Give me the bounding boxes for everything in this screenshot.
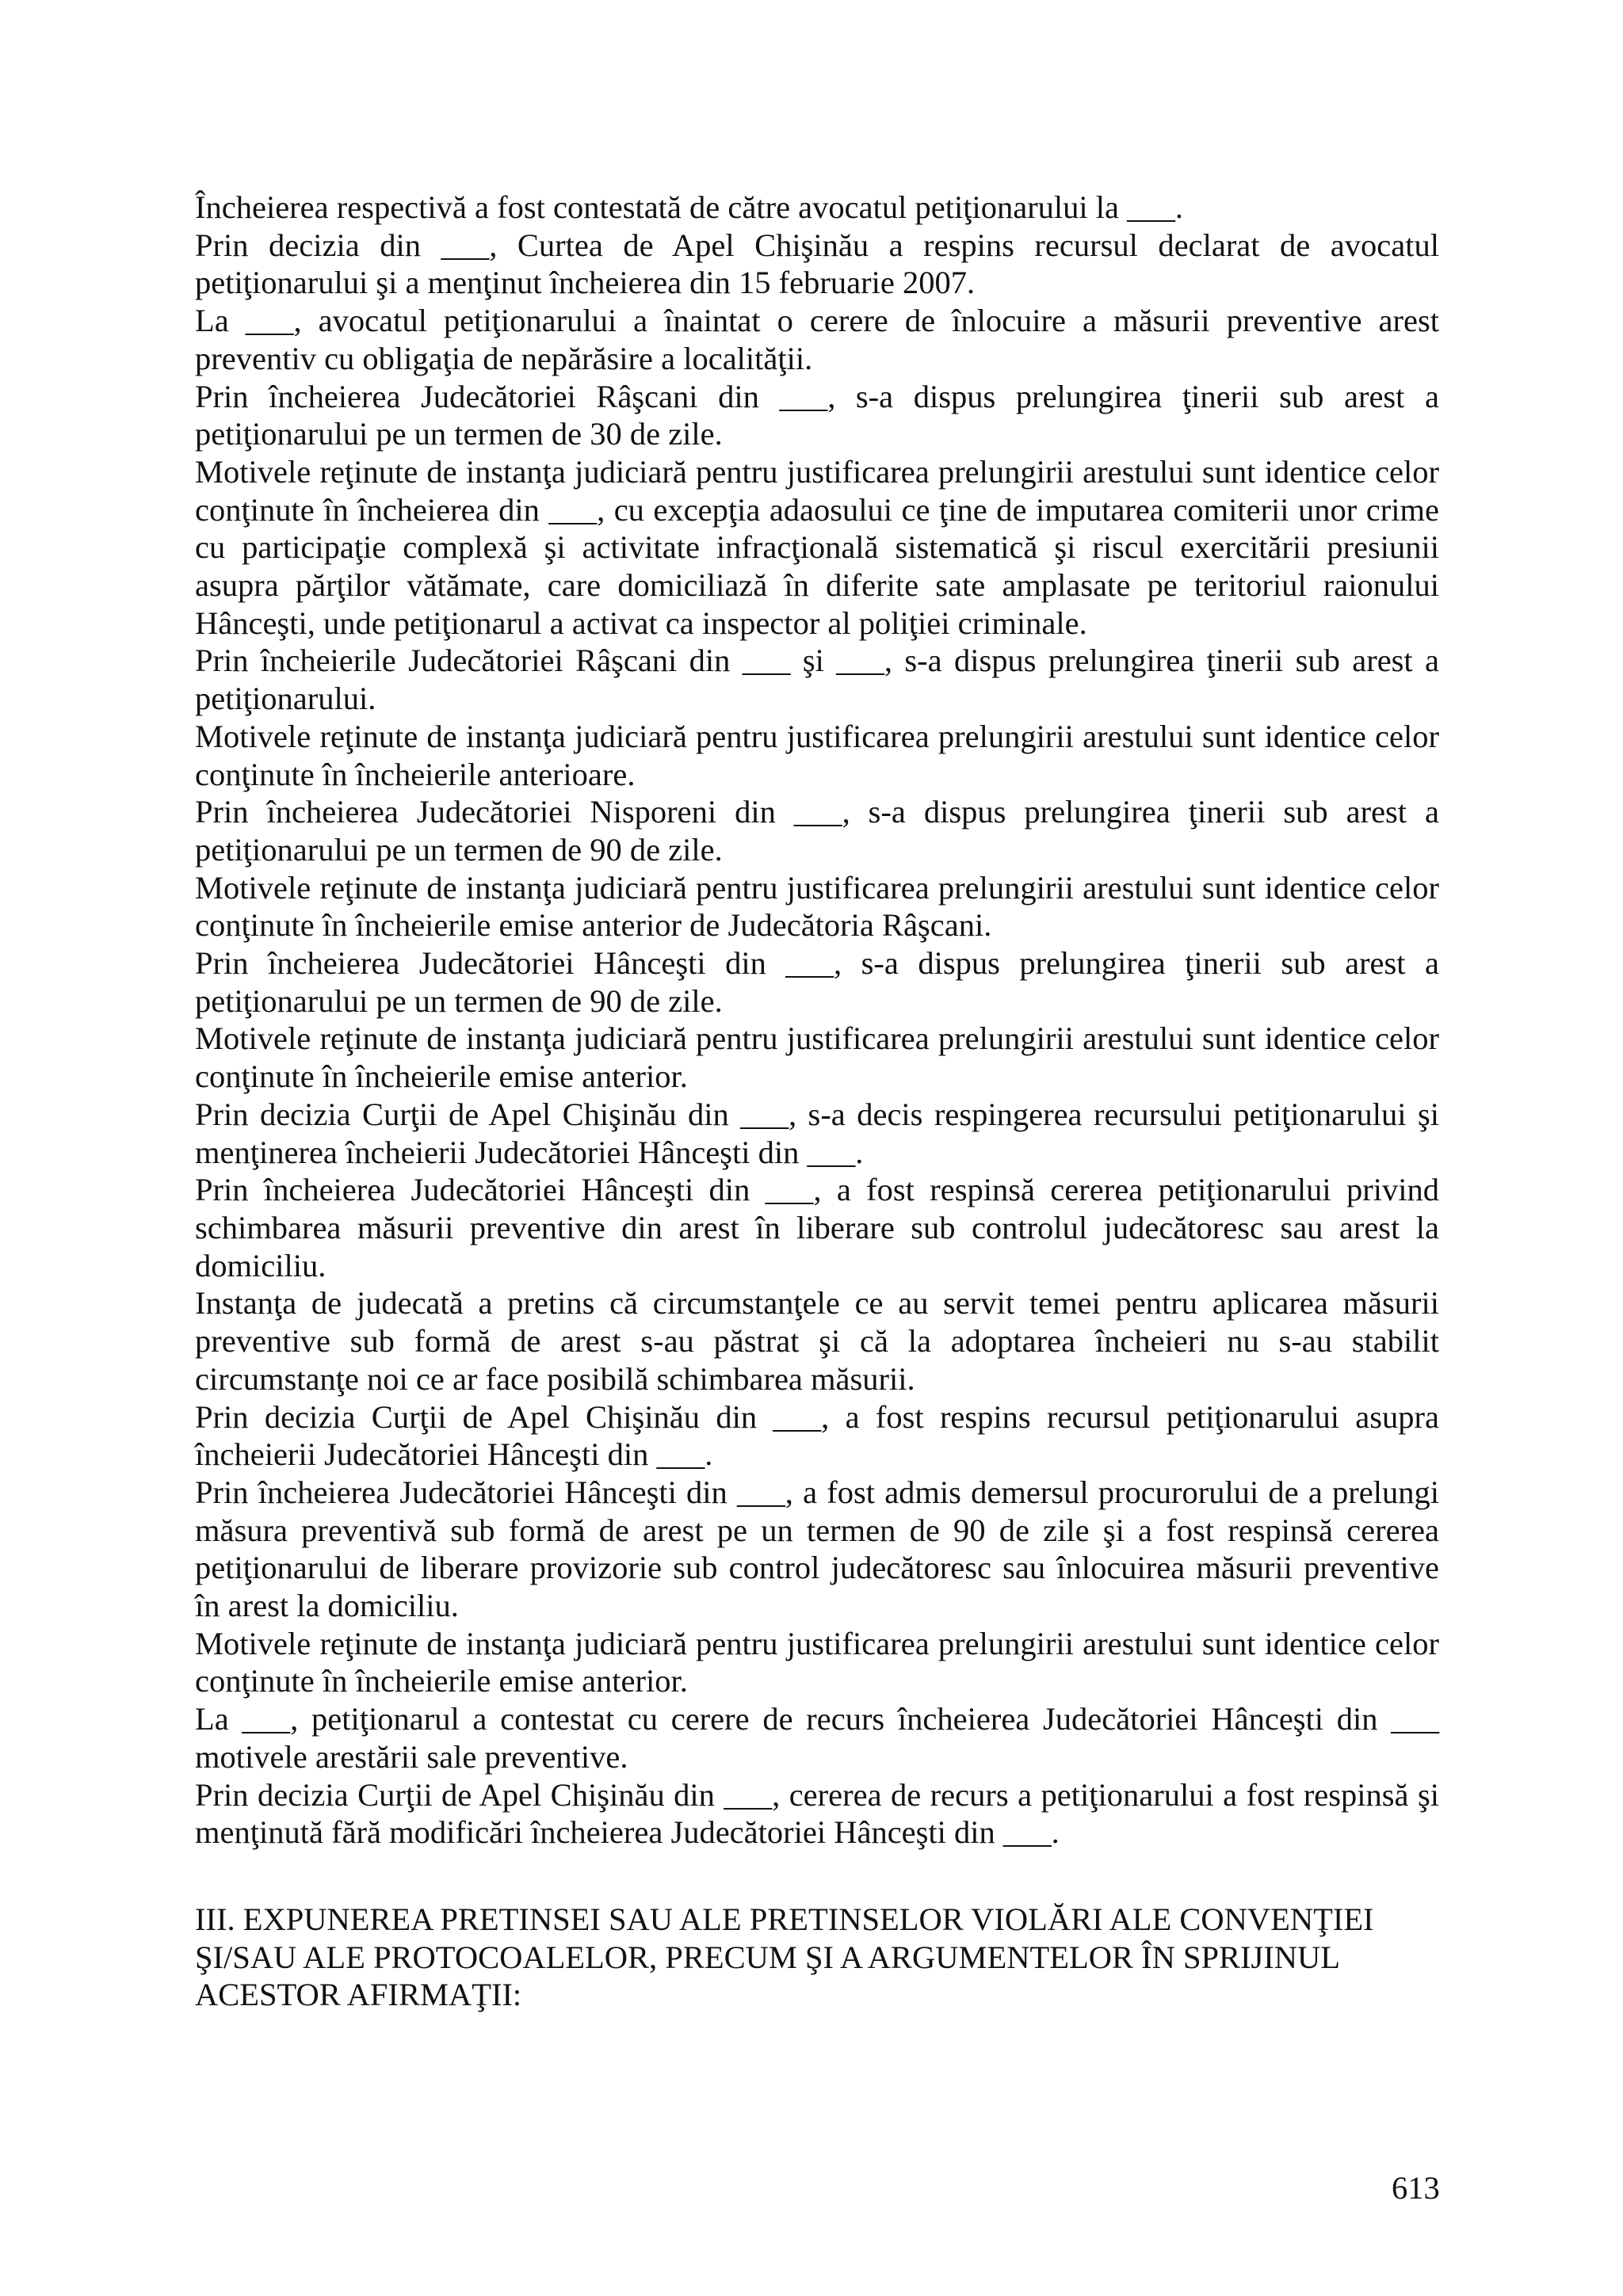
paragraph: Prin încheierea Judecătoriei Hânceşti din ___, a fost admis demersul procurorului de a prelungi măsura preventivă sub formă de arest pe un termen de 90 de zile şi a fost respinsă cererea petiţionarului de liberare provizorie sub control judecătoresc sau înlocuirea măsurii preventive în arest la domiciliu. xyxy=(195,1474,1439,1624)
paragraph: Prin decizia Curţii de Apel Chişinău din ___, s-a decis respingerea recursului petiţionarului şi menţinerea încheierii Judecătoriei Hânceşti din ___. xyxy=(195,1096,1439,1170)
section-heading: III. EXPUNEREA PRETINSEI SAU ALE PRETINSELOR VIOLĂRI ALE CONVENŢIEI ŞI/SAU ALE PROTOCOALELOR, PRECUM ŞI A ARGUMENTELOR ÎN SPRIJINUL ACESTOR AFIRMAŢII: xyxy=(195,1901,1374,2013)
document-page xyxy=(195,189,1439,2014)
paragraph: La ___, avocatul petiţionarului a înaintat o cerere de înlocuire a măsurii preventive arest preventiv cu obligaţia de nepărăsire a localităţii. xyxy=(195,303,1439,376)
paragraph: Prin încheierea Judecătoriei Râşcani din ___, s-a dispus prelungirea ţinerii sub arest a petiţionarului pe un termen de 30 de zile. xyxy=(195,378,1439,452)
paragraph: Prin încheierea Judecătoriei Hânceşti din ___, s-a dispus prelungirea ţinerii sub arest a petiţionarului pe un termen de 90 de zile. xyxy=(195,945,1439,1019)
paragraph: Motivele reţinute de instanţa judiciară pentru justificarea prelungirii arestului sunt identice celor conţinute în încheierile emise anterior de Judecătoria Râşcani. xyxy=(195,869,1439,944)
paragraph: Prin încheierea Judecătoriei Nisporeni din ___, s-a dispus prelungirea ţinerii sub arest a petiţionarului pe un termen de 90 de zile. xyxy=(195,794,1439,868)
paragraph: Prin decizia din ___, Curtea de Apel Chişinău a respins recursul declarat de avocatul petiţionarului şi a menţinut încheierea din 15 februarie 2007. xyxy=(195,227,1439,301)
paragraph: Încheierea respectivă a fost contestată de către avocatul petiţionarului la ___. xyxy=(195,189,1184,225)
paragraph: Prin încheierile Judecătoriei Râşcani din ___ şi ___, s-a dispus prelungirea ţinerii sub arest a petiţionarului. xyxy=(195,643,1439,717)
paragraph: Motivele reţinute de instanţa judiciară pentru justificarea prelungirii arestului sunt identice celor conţinute în încheierile emise anterior. xyxy=(195,1020,1439,1095)
paragraph: Motivele reţinute de instanţa judiciară pentru justificarea prelungirii arestului sunt identice celor conţinute în încheierile anterioare. xyxy=(195,718,1439,792)
page-number: 613 xyxy=(1392,2170,1440,2206)
paragraph: Instanţa de judecată a pretins că circumstanţele ce au servit temei pentru aplicarea măsurii preventive sub formă de arest s-au păstrat şi că la adoptarea încheieri nu s-au stabilit circumstanţe noi ce ar face posibilă schimbarea măsurii. xyxy=(195,1285,1439,1397)
paragraph: Motivele reţinute de instanţa judiciară pentru justificarea prelungirii arestului sunt identice celor conţinute în încheierile emise anterior. xyxy=(195,1625,1439,1699)
paragraph: Prin decizia Curţii de Apel Chişinău din ___, cererea de recurs a petiţionarului a fost respinsă şi menţinută fără modificări încheierea Judecătoriei Hânceşti din ___. xyxy=(195,1776,1439,1851)
paragraph: La ___, petiţionarul a contestat cu cerere de recurs încheierea Judecătoriei Hânceşti din ___ motivele arestării sale preventive. xyxy=(195,1701,1439,1775)
document-body xyxy=(195,189,1439,1852)
paragraph: Prin decizia Curţii de Apel Chişinău din ___, a fost respins recursul petiţionarului asupra încheierii Judecătoriei Hânceşti din ___. xyxy=(195,1398,1439,1473)
paragraph: Motivele reţinute de instanţa judiciară pentru justificarea prelungirii arestului sunt identice celor conţinute în încheierea din ___, cu excepţia adaosului ce ţine de imputarea comiterii unor crime cu participaţie complexă şi activitate infracţională sistematică şi riscul exercitării presiunii asupra părţilor vătămate, care domiciliază în diferite sate amplasate pe teritoriul raionului Hânceşti, unde petiţionarul a activat ca inspector al poliţiei criminale. xyxy=(195,453,1439,641)
paragraph: Prin încheierea Judecătoriei Hânceşti din ___, a fost respinsă cererea petiţionarului privind schimbarea măsurii preventive din arest în liberare sub controlul judecătoresc sau arest la domiciliu. xyxy=(195,1172,1439,1283)
